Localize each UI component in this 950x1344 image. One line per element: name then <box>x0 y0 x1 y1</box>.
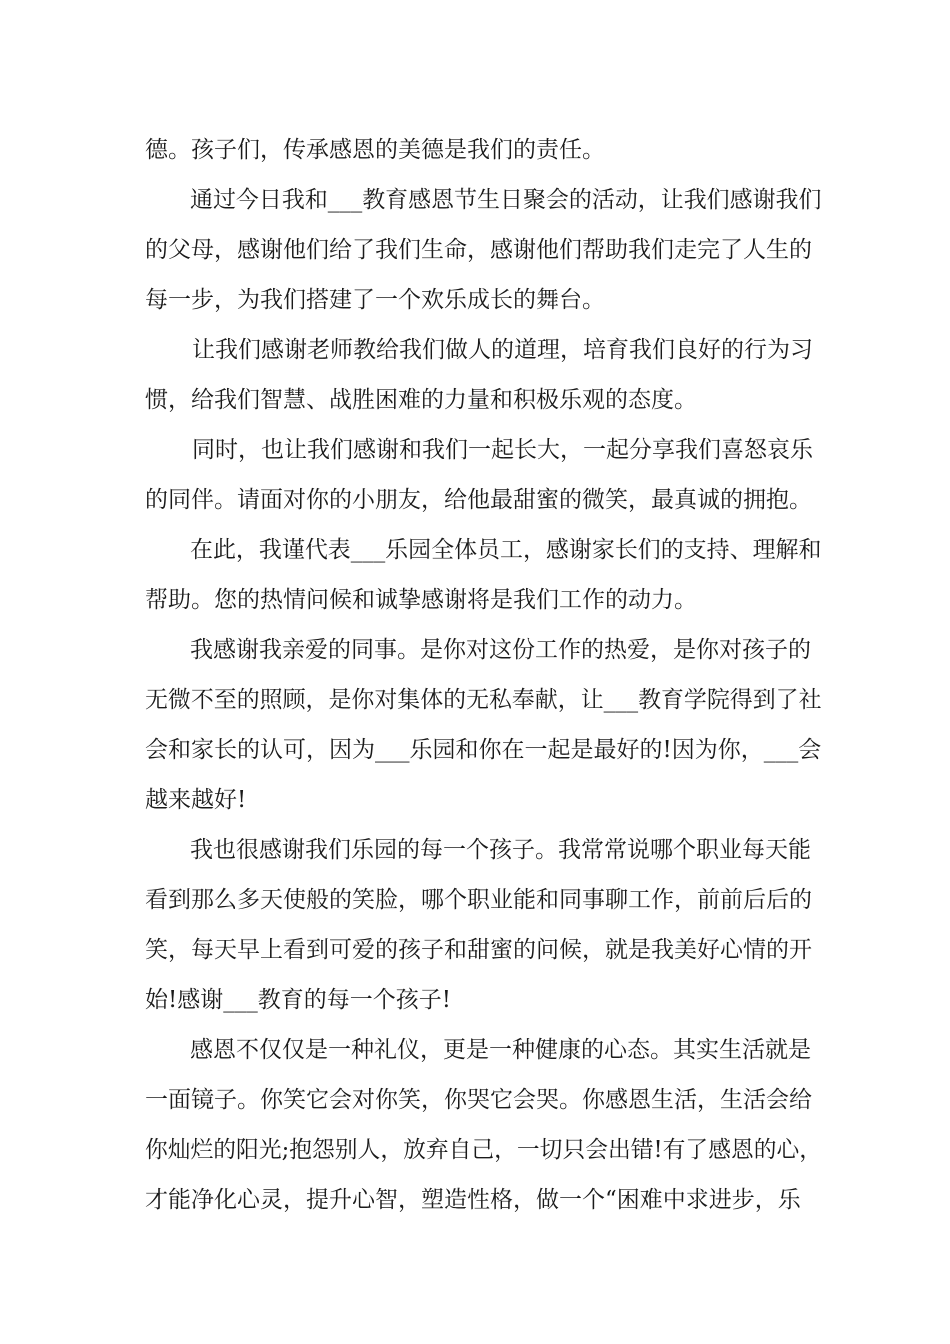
text-line: 越来越好! <box>145 787 247 813</box>
text-line: 在此，我谨代表___乐园全体员工，感谢家长们的支持、理解和 <box>190 537 822 563</box>
text-line: 看到那么多天使般的笑脸，哪个职业能和同事聊工作，前前后后的 <box>145 887 812 913</box>
text-line: 感恩不仅仅是一种礼仪，更是一种健康的心态。其实生活就是 <box>190 1037 811 1063</box>
text-line: 让我们感谢老师教给我们做人的道理，培育我们良好的行为习 <box>192 337 813 363</box>
text-line: 始!感谢___教育的每一个孩子! <box>145 987 451 1013</box>
text-line: 笑，每天早上看到可爱的孩子和甜蜜的问候，就是我美好心情的开 <box>145 937 812 963</box>
text-line: 我感谢我亲爱的同事。是你对这份工作的热爱，是你对孩子的 <box>190 637 811 663</box>
text-line: 一面镜子。你笑它会对你笑，你哭它会哭。你感恩生活，生活会给 <box>145 1087 812 1113</box>
text-line: 会和家长的认可，因为___乐园和你在一起是最好的!因为你，___会 <box>145 737 822 763</box>
text-line: 每一步，为我们搭建了一个欢乐成长的舞台。 <box>145 287 605 313</box>
text-line: 我也很感谢我们乐园的每一个孩子。我常常说哪个职业每天能 <box>190 837 811 863</box>
text-line: 无微不至的照顾，是你对集体的无私奉献，让___教育学院得到了社 <box>145 687 822 713</box>
text-line: 的父母，感谢他们给了我们生命，感谢他们帮助我们走完了人生的 <box>145 237 812 263</box>
text-line: 同时，也让我们感谢和我们一起长大，一起分享我们喜怒哀乐 <box>192 437 813 463</box>
text-line: 帮助。您的热情问候和诚挚感谢将是我们工作的动力。 <box>145 587 697 613</box>
text-line: 德。孩子们，传承感恩的美德是我们的责任。 <box>145 137 605 163</box>
text-line: 惯，给我们智慧、战胜困难的力量和积极乐观的态度。 <box>145 387 697 413</box>
text-line: 通过今日我和___教育感恩节生日聚会的活动，让我们感谢我们 <box>190 187 822 213</box>
text-line: 你灿烂的阳光;抱怨别人，放弃自己，一切只会出错!有了感恩的心， <box>145 1137 823 1163</box>
text-line: 才能净化心灵，提升心智，塑造性格，做一个“困难中求进步，乐 <box>145 1187 801 1213</box>
text-line: 的同伴。请面对你的小朋友，给他最甜蜜的微笑，最真诚的拥抱。 <box>145 487 812 513</box>
